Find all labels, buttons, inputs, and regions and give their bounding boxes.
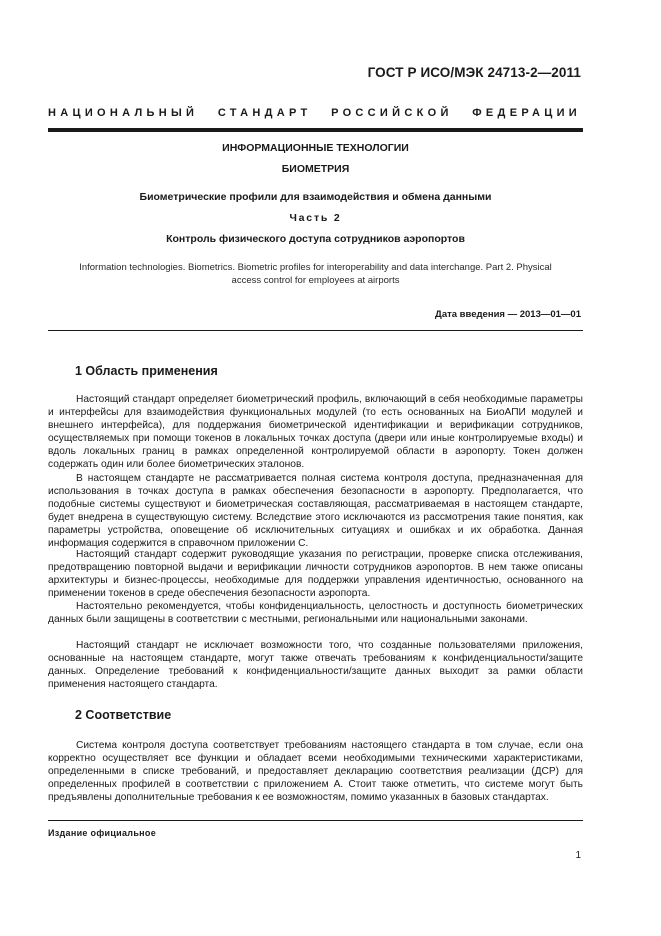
introduction-date: Дата введения — 2013—01—01 bbox=[435, 309, 581, 320]
section-1-paragraph-1: Настоящий стандарт определяет биометрический профиль, включающий в себя необходимые параметры и интерфейсы для взаимодействия функциональных модулей (то есть основанных на БиоАПИ модулей и внешнего интерфейса), для поддержания биометрической идентификации и верификации сотрудников, осуществляемых при помощи токенов в локальных точках доступа (двери или иные контролируемые входы) и вдоль локальных границ в рамках определенной контролируемой области в аэропорту. Токен должен содержать один или более биометрических эталонов. bbox=[48, 394, 583, 471]
page-number: 1 bbox=[575, 850, 581, 861]
standard-code: ГОСТ Р ИСО/МЭК 24713-2—2011 bbox=[367, 65, 581, 80]
english-title-line-1: Information technologies. Biometrics. Biometric profiles for interoperability and data interchange. Part 2. Physical bbox=[79, 262, 552, 273]
national-standard-banner: НАЦИОНАЛЬНЫЙ СТАНДАРТ РОССИЙСКОЙ ФЕДЕРАЦИИ bbox=[48, 107, 581, 119]
section-2-heading: 2 Соответствие bbox=[75, 708, 172, 722]
section-1-paragraph-4: Настоятельно рекомендуется, чтобы конфиденциальность, целостность и доступность биометрических данных были защищены в соответствии с местными, региональными или национальными законами. bbox=[48, 601, 583, 626]
title-line-3: Биометрические профили для взаимодействия и обмена данными bbox=[139, 191, 492, 203]
section-2-paragraph-1: Система контроля доступа соответствует требованиям настоящего стандарта в том случае, если она корректно осуществляет все функции и обладает всеми необходимыми техническими характеристиками, определенными в списке требований, и предоставляет декларацию соответствия реализации (ДСР) для определенных профилей в соответствии с приложением А. Стоит также отметить, что системе могут быть предъявлены дополнительные требования к ее возможностям, помимо указанных в базовых стандартах. bbox=[48, 740, 583, 804]
header-rule bbox=[48, 128, 583, 132]
title-line-2: БИОМЕТРИЯ bbox=[281, 163, 350, 175]
section-1-heading: 1 Область применения bbox=[75, 364, 218, 378]
title-part: Часть 2 bbox=[289, 212, 342, 224]
section-1-paragraph-5: Настоящий стандарт не исключает возможности того, что созданные пользователями приложения, основанные на настоящем стандарте, могут также отвечать требованиям к конфиденциальности/защите данных. Определение требований к конфиденциальности/защите данных выходит за рамки области применения настоящего стандарта. bbox=[48, 640, 583, 691]
title-line-1: ИНФОРМАЦИОННЫЕ ТЕХНОЛОГИИ bbox=[222, 142, 409, 154]
english-title-line-2: access control for employees at airports bbox=[231, 275, 400, 286]
title-line-5: Контроль физического доступа сотрудников аэропортов bbox=[166, 233, 465, 245]
footer-rule bbox=[48, 820, 583, 821]
english-title bbox=[48, 261, 583, 287]
section-1-paragraph-3: Настоящий стандарт содержит руководящие указания по регистрации, проверке списка отслеживания, предотвращению повторной выдачи и верификации личности сотрудников аэропортов. В нем также описаны архитектуры и бизнес-процессы, необходимые для поддержки управления идентичностью, основанного на применении токенов в среде обеспечения безопасности аэропорта. bbox=[48, 549, 583, 600]
edition-note: Издание официальное bbox=[48, 828, 157, 838]
intro-rule bbox=[48, 330, 583, 331]
section-1-paragraph-2: В настоящем стандарте не рассматривается полная система контроля доступа, предназначенная для использования в точках доступа в рамках обеспечения безопасности в аэропорту. Предполагается, что подобные системы существуют и биометрическая составляющая, рассматриваемая в настоящем стандарте, будет внедрена в существующую систему. Вследствие этого исключаются из рассмотрения такие понятия, как параметры устройства, оповещение об исключительных ситуациях и ошибках и их обработка. Данная информация содержится в справочном приложении С. bbox=[48, 473, 583, 550]
